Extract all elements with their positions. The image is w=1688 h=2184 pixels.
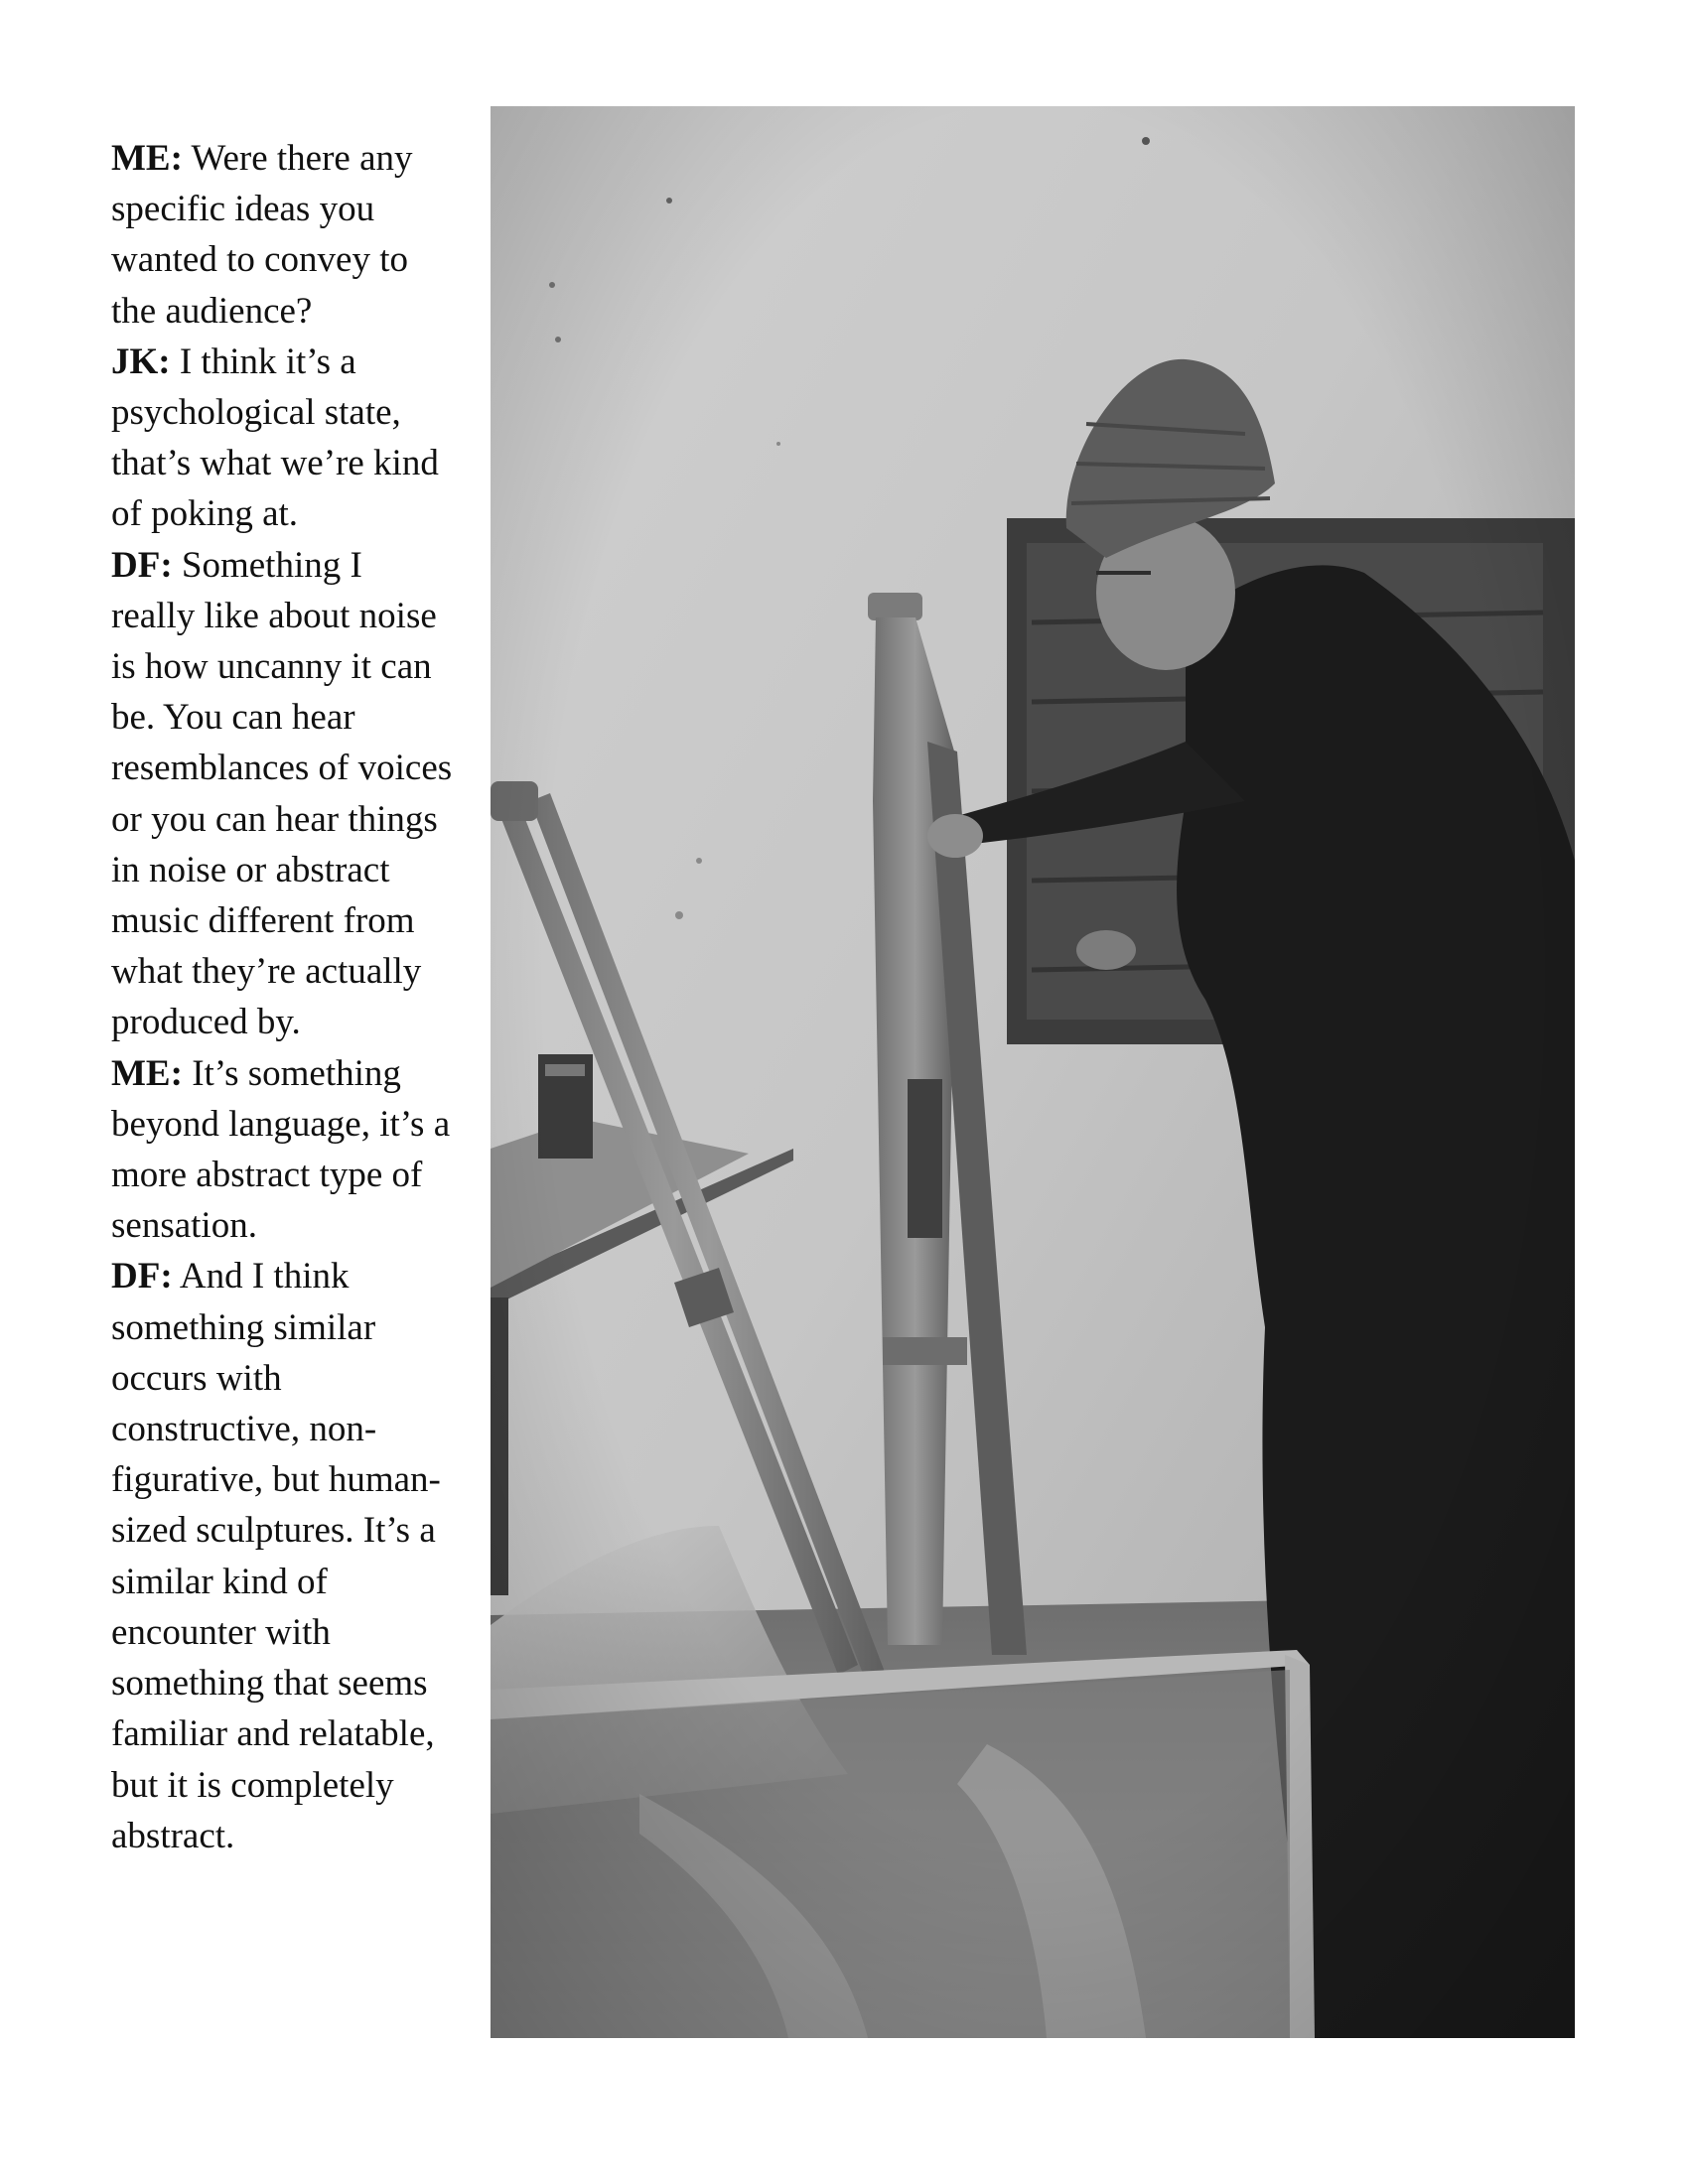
entry-text: I think it’s a psychological state, that’s what we’re kind of poking at. <box>111 341 439 535</box>
speaker-label: ME: <box>111 138 183 179</box>
entry-text: And I think something similar occurs with constructive, non-figurative, but human-sized sculptures. It’s a similar kind of encounter with something that seems familiar and relatable, but it is completely abstract. <box>111 1256 441 1856</box>
speaker-label: JK: <box>111 341 171 382</box>
speaker-label: DF: <box>111 544 173 586</box>
entry-text: Were there any specific ideas you wanted to convey to the audience? <box>111 138 413 332</box>
interview-entry <box>111 337 454 540</box>
interview-entry <box>111 133 454 337</box>
speaker-label: ME: <box>111 1052 183 1094</box>
interview-text-column <box>111 133 454 1861</box>
studio-photo <box>491 106 1575 2038</box>
speaker-label: DF: <box>111 1256 173 1297</box>
interview-entry <box>111 1048 454 1252</box>
entry-text: Something I really like about noise is how uncanny it can be. You can hear resemblances of voices or you can hear things in noise or abstract music different from what they’re actually produced by. <box>111 544 453 1043</box>
entry-text: It’s something beyond language, it’s a more abstract type of sensation. <box>111 1052 451 1247</box>
interview-entry <box>111 540 454 1048</box>
studio-photo-illustration <box>491 106 1575 2038</box>
interview-entry <box>111 1251 454 1860</box>
